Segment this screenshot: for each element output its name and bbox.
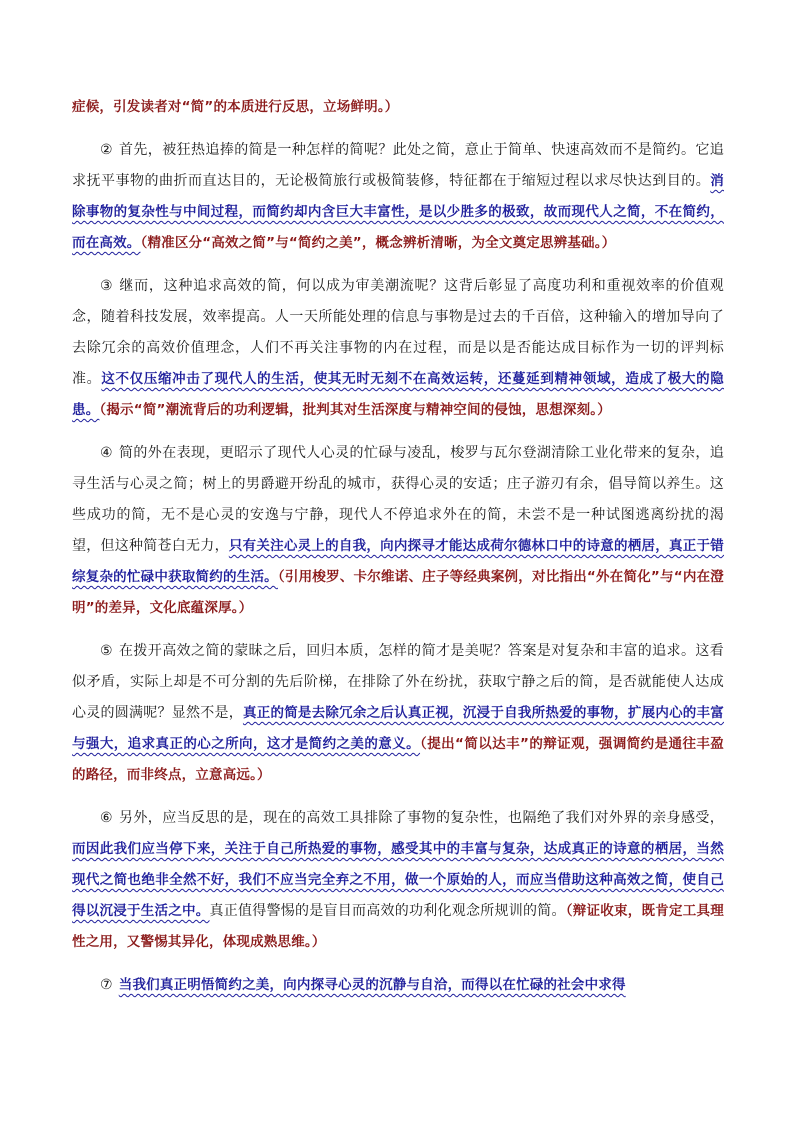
paragraph-number: ⑤ — [100, 643, 113, 659]
key-sentence-underlined: 真正的简是去除冗余之后认真正视，沉浸于自我所热爱的事物，扩展内心的丰富与强大，追求真正的心之所向，这才是简约之美的意义。 — [72, 705, 724, 752]
body-text: 在拨开高效之简的蒙昧之后，回归本质，怎样的简才是美呢？答案是对复杂和丰富的追求。这看似矛盾，实际上却是不可分割的先后阶梯，在排除了外在纷扰，获取宁静之后的简，是否就能使人达成心灵的圆满呢？显然不是， — [72, 643, 724, 721]
annotation-comment: （引用梭罗、卡尔维诺、庄子等经典案例，对比指出“外在简化”与“内在澄明”的差异，文化底蕴深厚。） — [72, 569, 725, 616]
body-text: 另外，应当反思的是，现在的高效工具排除了事物的复杂性，也隔绝了我们对外界的亲身感受， — [118, 810, 724, 826]
annotation-comment: （辩证收束，既肯定工具理性之用，又警惕其异化，体现成熟思维。） — [72, 903, 725, 950]
key-sentence-underlined: 消除事物的复杂性与中间过程，而简约却内含巨大丰富性，是以少胜多的极致，故而现代人之简，不在简约，而在高效。 — [72, 173, 724, 251]
essay-paragraph — [72, 636, 724, 791]
paragraph-number: ④ — [100, 445, 113, 461]
essay-paragraph — [72, 438, 724, 624]
annotation-comment: （精准区分“高效之简”与“简约之美”，概念辨析清晰，为全文奠定思辨基础。） — [140, 235, 616, 251]
essay-paragraph — [72, 803, 724, 958]
annotation-comment: （提出“简以达丰”的辩证观，强调简约是通往丰盈的路径，而非终点，立意高远。） — [72, 736, 724, 783]
key-sentence-underlined: 这不仅压缩冲击了现代人的生活，使其无时无刻不在高效运转，还蔓延到精神领域，造成了极大的隐患。 — [72, 371, 724, 418]
paragraph-number: ⑥ — [100, 810, 113, 826]
key-sentence-underlined: 而因此我们应当停下来，关注于自己所热爱的事物，感受其中的丰富与复杂，达成真正的诗意的栖居，当然现代之简也绝非全然不好，我们不应当完全弃之不用，做一个原始的人，而应当借助这种高效之简，使自己得以沉浸于生活之中。 — [72, 841, 724, 919]
body-text: 首先，被狂热追捧的简是一种怎样的简呢？此处之简，意止于简单、快速高效而不是简约。它追求抚平事物的曲折而直达目的，无论极简旅行或极简装修，特征都在于缩短过程以求尽快达到目的。 — [72, 142, 724, 189]
annotation-comment: （揭示“简”潮流背后的功利逻辑，批判其对生活深度与精神空间的侵蚀，思想深刻。） — [99, 402, 611, 418]
body-text: 真正值得警惕的是盲目而高效的功利化观念所规训的简。 — [209, 903, 566, 919]
key-sentence-underlined: 只有关注心灵上的自我，向内探寻才能达成荷尔德林口中的诗意的栖居，真正于错综复杂的忙碌中获取简约的生活。 — [72, 538, 725, 585]
key-sentence-underlined: 当我们真正明悟简约之美，向内探寻心灵的沉静与自洽，而得以在忙碌的社会中求得 — [118, 977, 626, 993]
essay-paragraph — [72, 970, 724, 1001]
paragraph-number: ⑦ — [100, 977, 113, 993]
body-text: 简的外在表现，更昭示了现代人心灵的忙碌与凌乱，梭罗与瓦尔登湖清除工业化带来的复杂，追寻生活与心灵之简；树上的男爵避开纷乱的城市，获得心灵的安适；庄子游刃有余，倡导简以养生。这些成功的简，无不是心灵的安逸与宁静，现代人不停追求外在的简，未尝不是一种试图逃离纷扰的渴望，但这种简苍白无力， — [72, 445, 724, 554]
paragraph-number: ③ — [100, 278, 114, 294]
essay-paragraph — [72, 92, 724, 123]
annotation-comment: 症候，引发读者对“简”的本质进行反思，立场鲜明。） — [72, 99, 399, 115]
paragraph-number: ② — [100, 142, 113, 158]
essay-paragraph — [72, 271, 724, 426]
essay-page — [72, 92, 724, 1013]
body-text: 继而，这种追求高效的简，何以成为审美潮流呢？这背后彰显了高度功利和重视效率的价值观念，随着科技发展，效率提高。人一天所能处理的信息与事物是过去的千百倍，这种输入的增加导向了去除冗余的高效价值理念，人们不再关注事物的内在过程，而是以是否能达成目标作为一切的评判标准。 — [72, 278, 724, 387]
essay-paragraph — [72, 135, 724, 259]
